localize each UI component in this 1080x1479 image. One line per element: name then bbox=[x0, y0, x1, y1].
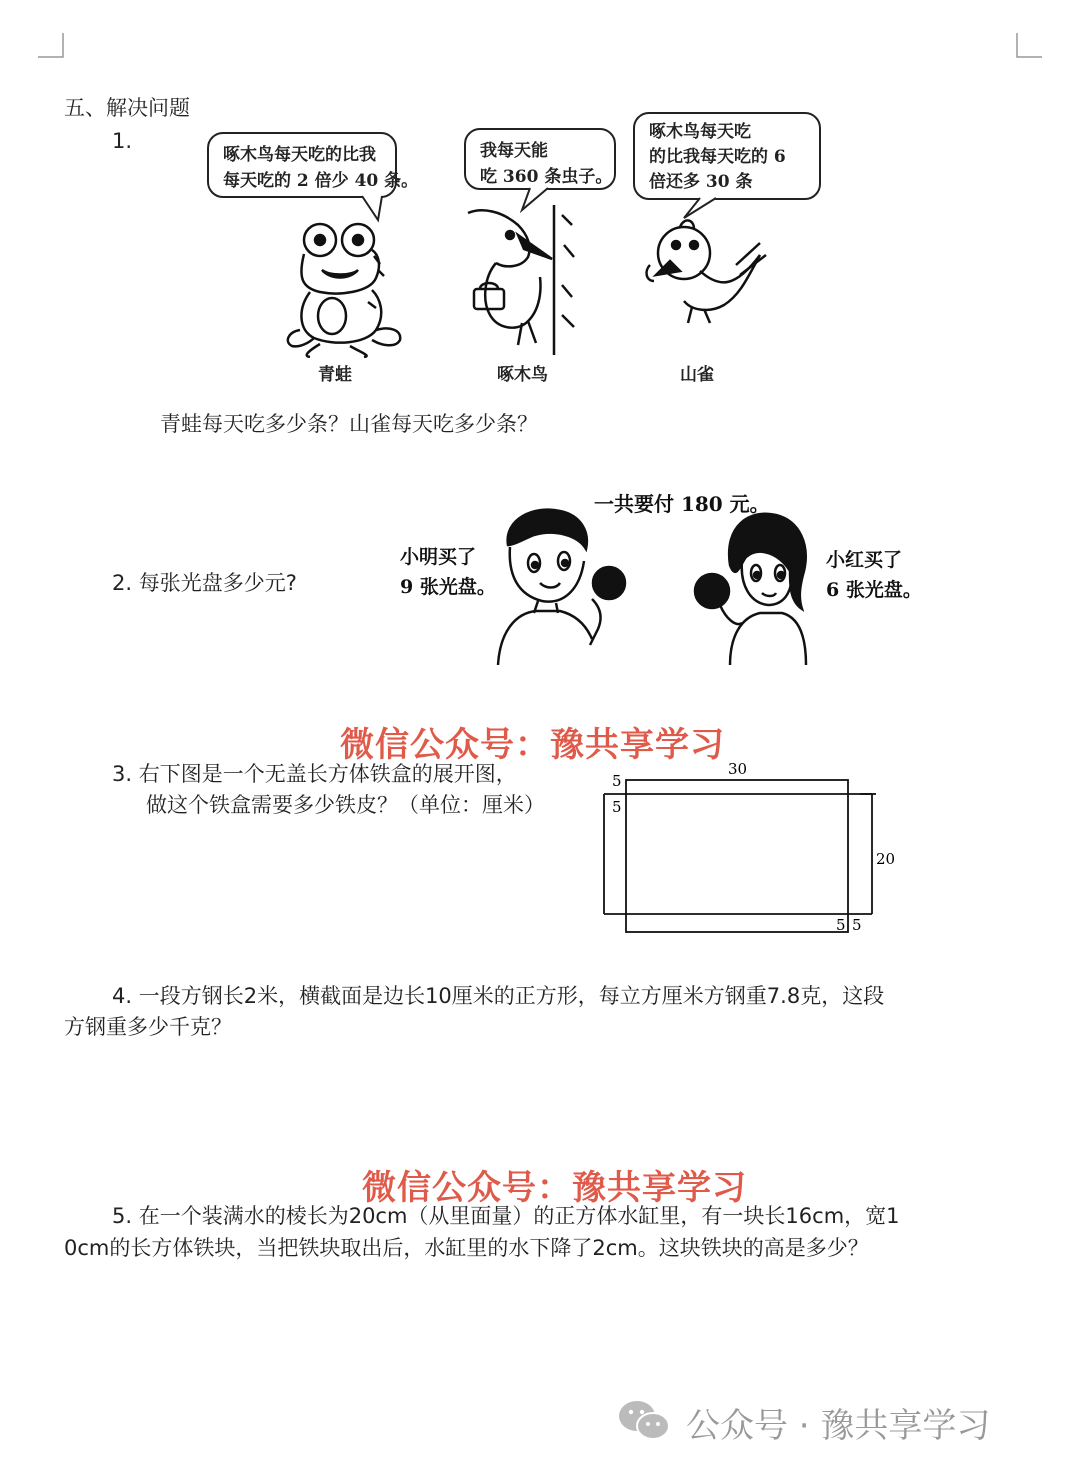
boy-illustration bbox=[494, 505, 644, 665]
frog-illustration bbox=[280, 218, 410, 358]
boy-label: 小明买了 9 张光盘。 bbox=[400, 546, 496, 598]
footer-brand: 公众号 · 豫共享学习 bbox=[686, 1406, 991, 1446]
dim-top-30: 30 bbox=[728, 760, 748, 778]
girl-illustration bbox=[690, 505, 825, 665]
dim-br-a: 5 bbox=[836, 916, 846, 934]
dim-side-20: 20 bbox=[876, 850, 896, 868]
dim-tl-b: 5 bbox=[612, 798, 622, 816]
q4-line1: 4. 一段方钢长2米，横截面是边长10厘米的正方形，每立方厘米方钢重7.8克，这段 bbox=[112, 984, 885, 1008]
q5-line1: 5. 在一个装满水的棱长为20cm（从里面量）的正方体水缸里，有一块长16cm，宽1 bbox=[112, 1204, 900, 1228]
woodpecker-illustration bbox=[462, 205, 582, 355]
section-title: 五、解决问题 bbox=[64, 96, 190, 120]
box-net-diagram bbox=[590, 760, 910, 940]
q1-question: 青蛙每天吃多少条？山雀每天吃多少条？ bbox=[160, 412, 538, 436]
sparrow-illustration bbox=[640, 215, 770, 330]
dim-tl-a: 5 bbox=[612, 772, 622, 790]
q1-number: 1. bbox=[112, 129, 133, 153]
q3-line1: 3. 右下图是一个无盖长方体铁盒的展开图， bbox=[112, 762, 517, 786]
caption-woodpecker: 啄木鸟 bbox=[497, 365, 548, 385]
caption-frog: 青蛙 bbox=[318, 365, 352, 385]
dim-br-b: 5 bbox=[852, 916, 862, 934]
wechat-icon bbox=[617, 1398, 673, 1442]
sparrow-speech-bubble: 啄木鸟每天吃 的比我每天吃的 6 倍还多 30 条 bbox=[633, 112, 821, 200]
watermark-2: 微信公众号：豫共享学习 bbox=[362, 1168, 747, 1208]
frog-speech-bubble: 啄木鸟每天吃的比我 每天吃的 2 倍少 40 条。 bbox=[207, 132, 397, 198]
woodpecker-speech-bubble: 我每天能 吃 360 条虫子。 bbox=[464, 128, 616, 190]
girl-label: 小红买了 6 张光盘。 bbox=[826, 549, 922, 601]
q3-line2: 做这个铁盒需要多少铁皮？（单位：厘米） bbox=[146, 793, 545, 817]
q5-line2: 0cm的长方体铁块，当把铁块取出后，水缸里的水下降了2cm。这块铁块的高是多少？ bbox=[64, 1236, 869, 1260]
q2-question: 2. 每张光盘多少元? bbox=[112, 571, 297, 595]
watermark-1: 微信公众号：豫共享学习 bbox=[340, 725, 725, 765]
q4-line2: 方钢重多少千克？ bbox=[64, 1015, 232, 1039]
q2-total-label: 一共要付 180 元。 bbox=[594, 492, 770, 516]
caption-sparrow: 山雀 bbox=[680, 365, 714, 385]
